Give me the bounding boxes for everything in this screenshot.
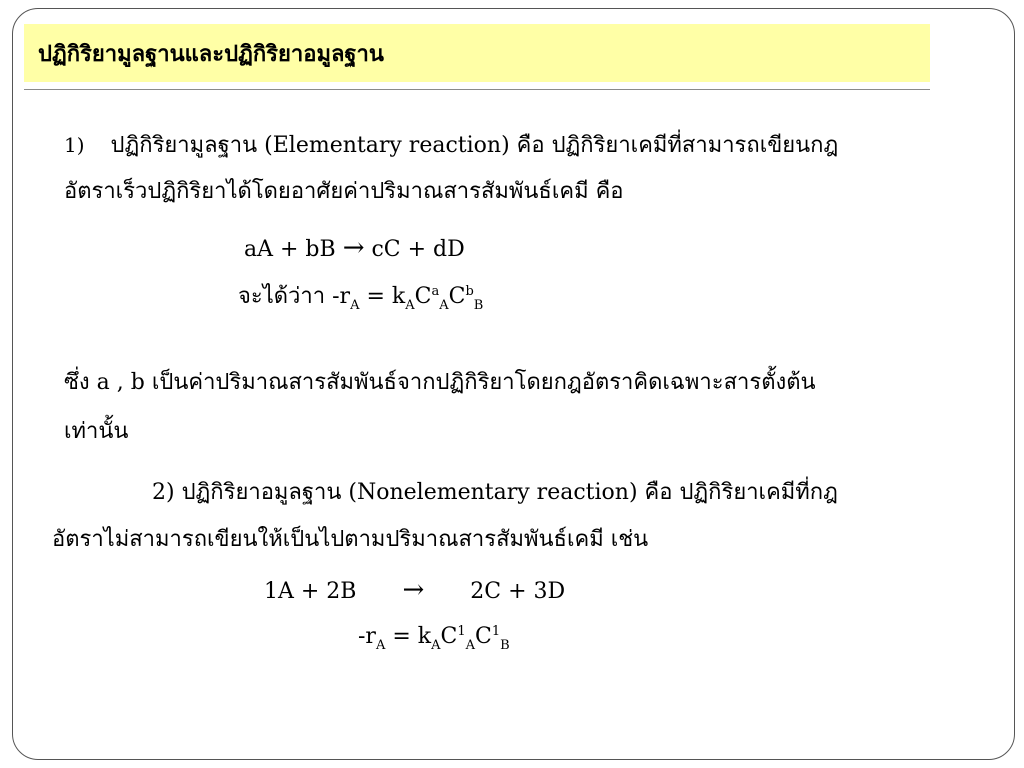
section1-note-line1: ซึ่ง a , b เป็นค่าปริมาณสารสัมพันธ์จากปฏิกิริยาโดยกฎอัตราคิดเฉพาะสารตั้งต้น (64, 370, 816, 395)
rate-law-sub: A (375, 638, 386, 653)
rate-law-sub: B (500, 638, 510, 653)
rate-law-sub: B (473, 298, 484, 313)
rate-law-conc: C (414, 284, 432, 309)
rate-law-sub: A (405, 298, 415, 313)
rate-law-eq: = k (359, 284, 406, 309)
section2-line2: อัตราไม่สามารถเขียนให้เป็นไปตามปริมาณสารสัมพันธ์เคมี เช่น (52, 527, 649, 552)
section1-line1 (64, 131, 838, 160)
section1-number: 1) (64, 133, 85, 157)
rate-law-sub: A (350, 298, 360, 313)
section2-equation-left: 1A + 2B (264, 579, 357, 604)
rate-law-order: b (465, 284, 474, 299)
rate-law-sub: A (465, 638, 476, 653)
rate-law-sub: A (439, 298, 449, 313)
reaction-arrow-icon: → (342, 233, 365, 263)
rate-law-prefix: -r (358, 624, 376, 649)
title-bar (24, 24, 930, 82)
rate-law-sub: A (431, 638, 441, 653)
section1-note-line2: เท่านั้น (64, 419, 129, 444)
rate-law-order: 1 (491, 624, 501, 639)
section2-equation-right: 2C + 3D (470, 579, 566, 604)
rate-law-eq: = k (385, 624, 432, 649)
reaction-arrow-icon: → (402, 575, 425, 605)
section1-rate-law (238, 283, 483, 311)
section1-line2: อัตราเร็วปฏิกิริยาได้โดยอาศัยค่าปริมาณสารสัมพันธ์เคมี คือ (64, 179, 624, 204)
rate-law-conc: C (475, 624, 492, 649)
section2-line1: 2) ปฏิกิริยาอมูลฐาน (Nonelementary reaction) คือ ปฏิกิริยาเคมีที่กฎ (152, 480, 838, 505)
rate-law-prefix: จะได้ว่าา -r (238, 284, 351, 309)
title-divider (24, 89, 930, 90)
rate-law-order: a (431, 284, 440, 299)
rate-law-conc: C (448, 284, 466, 309)
section1-definition: ปฏิกิริยามูลฐาน (Elementary reaction) คือ ปฏิกิริยาเคมีที่สามารถเขียนกฎ (110, 133, 839, 158)
rate-law-conc: C (440, 624, 458, 649)
slide-title: ปฏิกิริยามูลฐานและปฏิกิริยาอมูลฐาน (38, 42, 384, 67)
rate-law-order: 1 (457, 624, 466, 639)
section1-equation-left: aA + bB (244, 237, 336, 262)
section1-equation (244, 234, 465, 264)
section2-equation (264, 576, 565, 606)
section2-rate-law (358, 623, 510, 651)
section1-equation-right: cC + dD (371, 237, 465, 262)
